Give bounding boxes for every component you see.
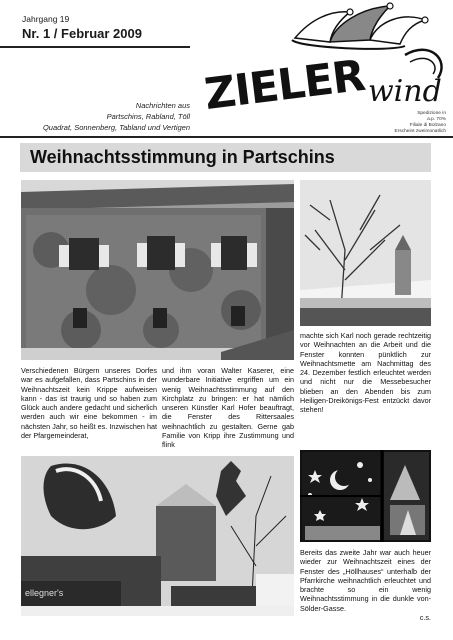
- postal-note-line: Spedizione in: [417, 111, 446, 116]
- article-text: Bereits das zweite Jahr war auch heuer wieder zur Weihnachtszeit eines der Fenster des „Höllhauses“ unterhalb der Pfarrkirche weihnachtlich erleuchtet und brachte so ein wenig Weihnachtsstimmung in die dunkle von-Sölder-Gasse.: [300, 548, 431, 613]
- postal-note-line: a.p. 70%: [427, 117, 446, 122]
- article-text: Verschiedenen Bürgern unseres Dorfes war es aufgefallen, dass Partschins in der Weihnachtszeit kein Krippe aufweisen kann - das ist traurig und so haben zum Glück auch andere gedacht und sicherlich werden auch wir eine bekommen - im nächsten Jahr, so heißt es. Inzwischen hat der Pfargemeinderat,: [21, 366, 157, 441]
- article-column-1: [21, 366, 157, 440]
- svg-text:ellegner's: ellegner's: [25, 588, 64, 598]
- header-rule-top: [0, 46, 190, 48]
- tagline: [20, 100, 190, 133]
- svg-text:wind: wind: [368, 74, 442, 109]
- masthead-title: ZIELER: [201, 50, 368, 120]
- postal-note-line: Filiale di Bolzano: [409, 123, 446, 128]
- issue-number: Nr. 1 / Februar 2009: [22, 26, 142, 41]
- decorated-windows-photo: [300, 450, 431, 542]
- article-text: machte sich Karl noch gerade rechtzeitig vor Weihnachten an die Arbeit und die Fenster konnten pünktlich zur Weihnachtsmette am Nachmittag des 24. Dezember festlich erleuchtet werden und nicht nur die Messebesucher blieben an den Abenden bis zum Heiligen-Dreikönigs-Fest entzückt davor stehen!: [300, 331, 431, 415]
- tagline-line-3: Quadrat, Sonnenberg, Tabland und Vertigen: [42, 123, 190, 132]
- tagline-line-1: Nachrichten aus: [135, 101, 190, 110]
- article-title: Weihnachtsstimmung in Partschins: [30, 147, 335, 167]
- castle-photo: [21, 180, 294, 360]
- article-column-3b: [300, 548, 431, 622]
- snowy-tree-photo: [300, 180, 431, 326]
- volume-label: Jahrgang 19: [22, 14, 70, 24]
- header-rule-bottom: [0, 136, 453, 138]
- article-text: und ihm voran Walter Kaserer, eine wunderbare Initiative ergriffen um ein wenig Weihnachtsstimmung auf den Kirchplatz zu bringen: er hat nämlich unseren Künstler Karl Hofer beauftragt, die Fenster des Rittersaales weihnachtlich zu gestalten. Gerne gab Familie von Kripp ihre Zustimmung und flink: [162, 366, 294, 450]
- article-column-3: [300, 331, 431, 415]
- author-signature: c.s.: [419, 613, 431, 623]
- snowy-building-photo: [21, 456, 294, 616]
- postal-note: [380, 111, 446, 135]
- article-column-2: [162, 366, 294, 450]
- postal-note-line: Erscheint zweimonatlich: [394, 129, 446, 134]
- tagline-line-2: Partschins, Rabland, Töll: [106, 112, 190, 121]
